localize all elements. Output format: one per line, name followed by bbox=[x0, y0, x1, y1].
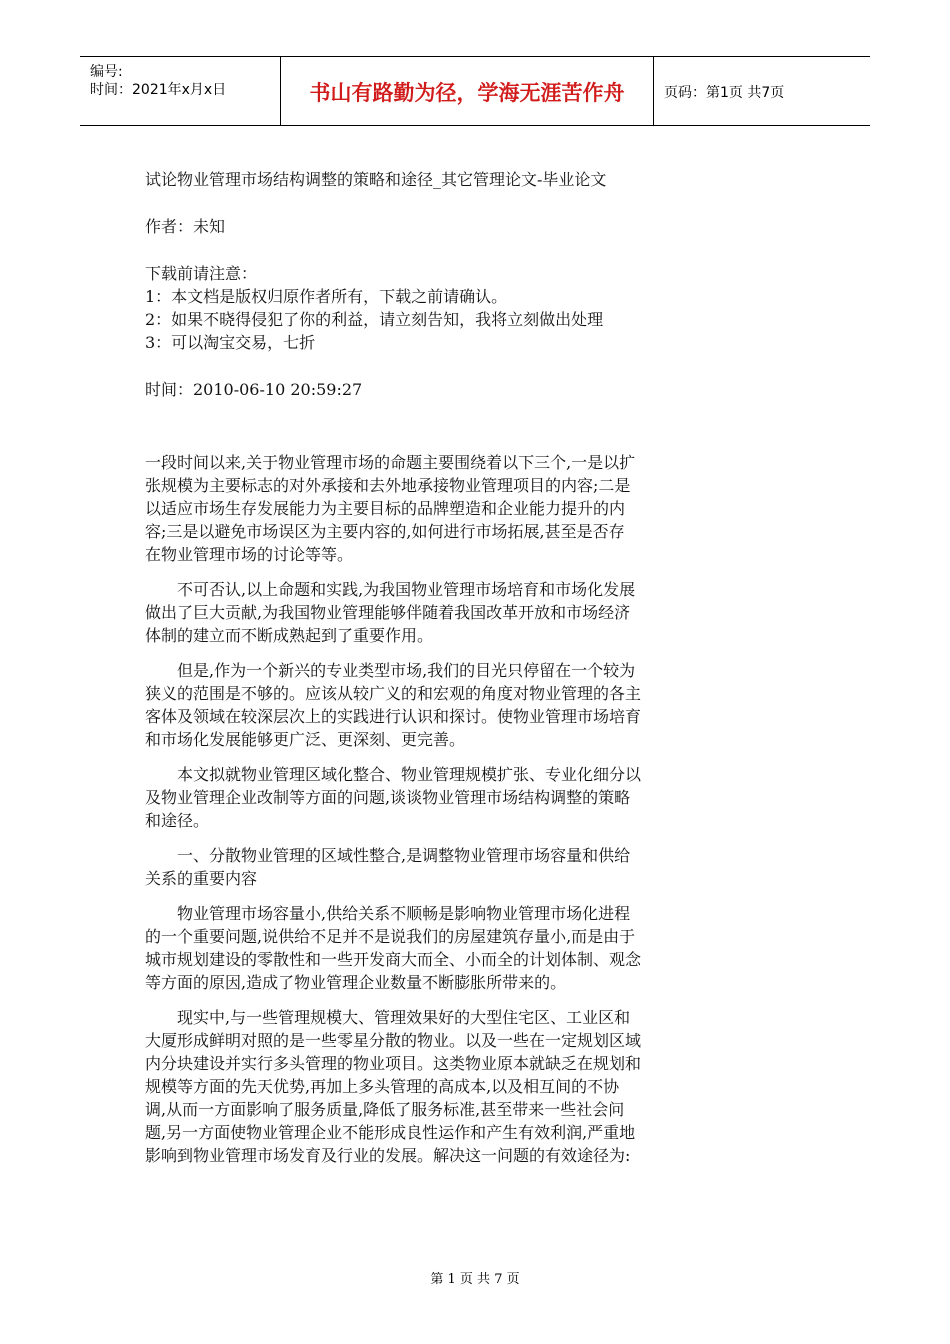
paragraph-line: 和途径。 bbox=[145, 811, 210, 830]
article-paragraph bbox=[145, 763, 745, 832]
notice-item: 1：本文档是版权归原作者所有，下载之前请确认。 bbox=[145, 287, 508, 306]
article-paragraph bbox=[145, 451, 745, 566]
paragraph-line: 客体及领域在较深层次上的实践进行认识和探讨。使物业管理市场培育 bbox=[145, 707, 642, 726]
page-footer: 第 1 页 共 7 页 bbox=[430, 1272, 520, 1287]
paragraph-line: 规模等方面的先天优势,再加上多头管理的高成本,以及相互间的不协 bbox=[145, 1077, 620, 1096]
paragraph-line: 调,从而一方面影响了服务质量,降低了服务标准,甚至带来一些社会问 bbox=[145, 1100, 625, 1119]
article-paragraph bbox=[145, 844, 745, 890]
doc-time-label: 时间：2021年x月x日 bbox=[90, 82, 227, 98]
doc-number-label: 编号: bbox=[90, 64, 123, 80]
paragraph-line: 做出了巨大贡献,为我国物业管理能够伴随着我国改革开放和市场经济 bbox=[145, 603, 631, 622]
page-header bbox=[80, 56, 870, 126]
paragraph-line: 等方面的原因,造成了物业管理企业数量不断膨胀所带来的。 bbox=[145, 973, 567, 992]
article-paragraph bbox=[145, 1006, 745, 1167]
paragraph-line: 城市规划建设的零散性和一些开发商大而全、小而全的计划体制、观念 bbox=[145, 950, 642, 969]
paragraph-line: 容;三是以避免市场误区为主要内容的,如何进行市场拓展,甚至是否存 bbox=[145, 522, 625, 541]
paragraph-line: 在物业管理市场的讨论等等。 bbox=[145, 545, 354, 564]
paragraph-line: 题,另一方面使物业管理企业不能形成良性运作和产生有效利润,严重地 bbox=[145, 1123, 636, 1142]
paragraph-line: 内分块建设并实行多头管理的物业项目。这类物业原本就缺乏在规划和 bbox=[145, 1054, 642, 1073]
paragraph-line: 本文拟就物业管理区域化整合、物业管理规模扩张、专业化细分以 bbox=[145, 765, 642, 784]
paragraph-line: 一段时间以来,关于物业管理市场的命题主要围绕着以下三个,一是以扩 bbox=[145, 453, 636, 472]
doc-time: 时间：2010-06-10 20:59:27 bbox=[145, 380, 363, 399]
paragraph-line: 现实中,与一些管理规模大、管理效果好的大型住宅区、工业区和 bbox=[145, 1008, 631, 1027]
notice-item: 3：可以淘宝交易，七折 bbox=[145, 333, 316, 352]
notice-title: 下载前请注意： bbox=[145, 264, 258, 283]
paragraph-line: 但是,作为一个新兴的专业类型市场,我们的目光只停留在一个较为 bbox=[145, 661, 636, 680]
paragraph-line: 及物业管理企业改制等方面的问题,谈谈物业管理市场结构调整的策略 bbox=[145, 788, 631, 807]
article-body bbox=[145, 451, 745, 1167]
article-paragraph bbox=[145, 659, 745, 751]
header-meta-cell bbox=[80, 57, 281, 125]
paragraph-line: 的一个重要问题,说供给不足并不是说我们的房屋建筑存量小,而是由于 bbox=[145, 927, 636, 946]
paragraph-line: 不可否认,以上命题和实践,为我国物业管理市场培育和市场化发展 bbox=[145, 580, 636, 599]
paragraph-line: 体制的建立而不断成熟起到了重要作用。 bbox=[145, 626, 434, 645]
paragraph-line: 大厦形成鲜明对照的是一些零星分散的物业。以及一些在一定规划区域 bbox=[145, 1031, 642, 1050]
doc-author: 作者：未知 bbox=[145, 217, 226, 236]
document-body bbox=[145, 168, 745, 1167]
header-page-label: 页码：第1页 共7页 bbox=[664, 85, 785, 101]
paragraph-line: 以适应市场生存发展能力为主要目标的品牌塑造和企业能力提升的内 bbox=[145, 499, 626, 518]
paragraph-line: 张规模为主要标志的对外承接和去外地承接物业管理项目的内容;二是 bbox=[145, 476, 631, 495]
paragraph-line: 狭义的范围是不够的。应该从较广义的和宏观的角度对物业管理的各主 bbox=[145, 684, 642, 703]
doc-title: 试论物业管理市场结构调整的策略和途径_其它管理论文-毕业论文 bbox=[145, 170, 607, 189]
article-paragraph bbox=[145, 902, 745, 994]
paragraph-line: 一、分散物业管理的区域性整合,是调整物业管理市场容量和供给 bbox=[145, 846, 631, 865]
article-paragraph bbox=[145, 578, 745, 647]
paragraph-line: 关系的重要内容 bbox=[145, 869, 258, 888]
paragraph-line: 物业管理市场容量小,供给关系不顺畅是影响物业管理市场化进程 bbox=[145, 904, 631, 923]
paragraph-line: 和市场化发展能够更广泛、更深刻、更完善。 bbox=[145, 730, 466, 749]
header-motto: 书山有路勤为径，学海无涯苦作舟 bbox=[281, 57, 654, 125]
paragraph-line: 影响到物业管理市场发育及行业的发展。解决这一问题的有效途径为: bbox=[145, 1146, 631, 1165]
notice-item: 2：如果不晓得侵犯了你的利益，请立刻告知，我将立刻做出处理 bbox=[145, 310, 604, 329]
